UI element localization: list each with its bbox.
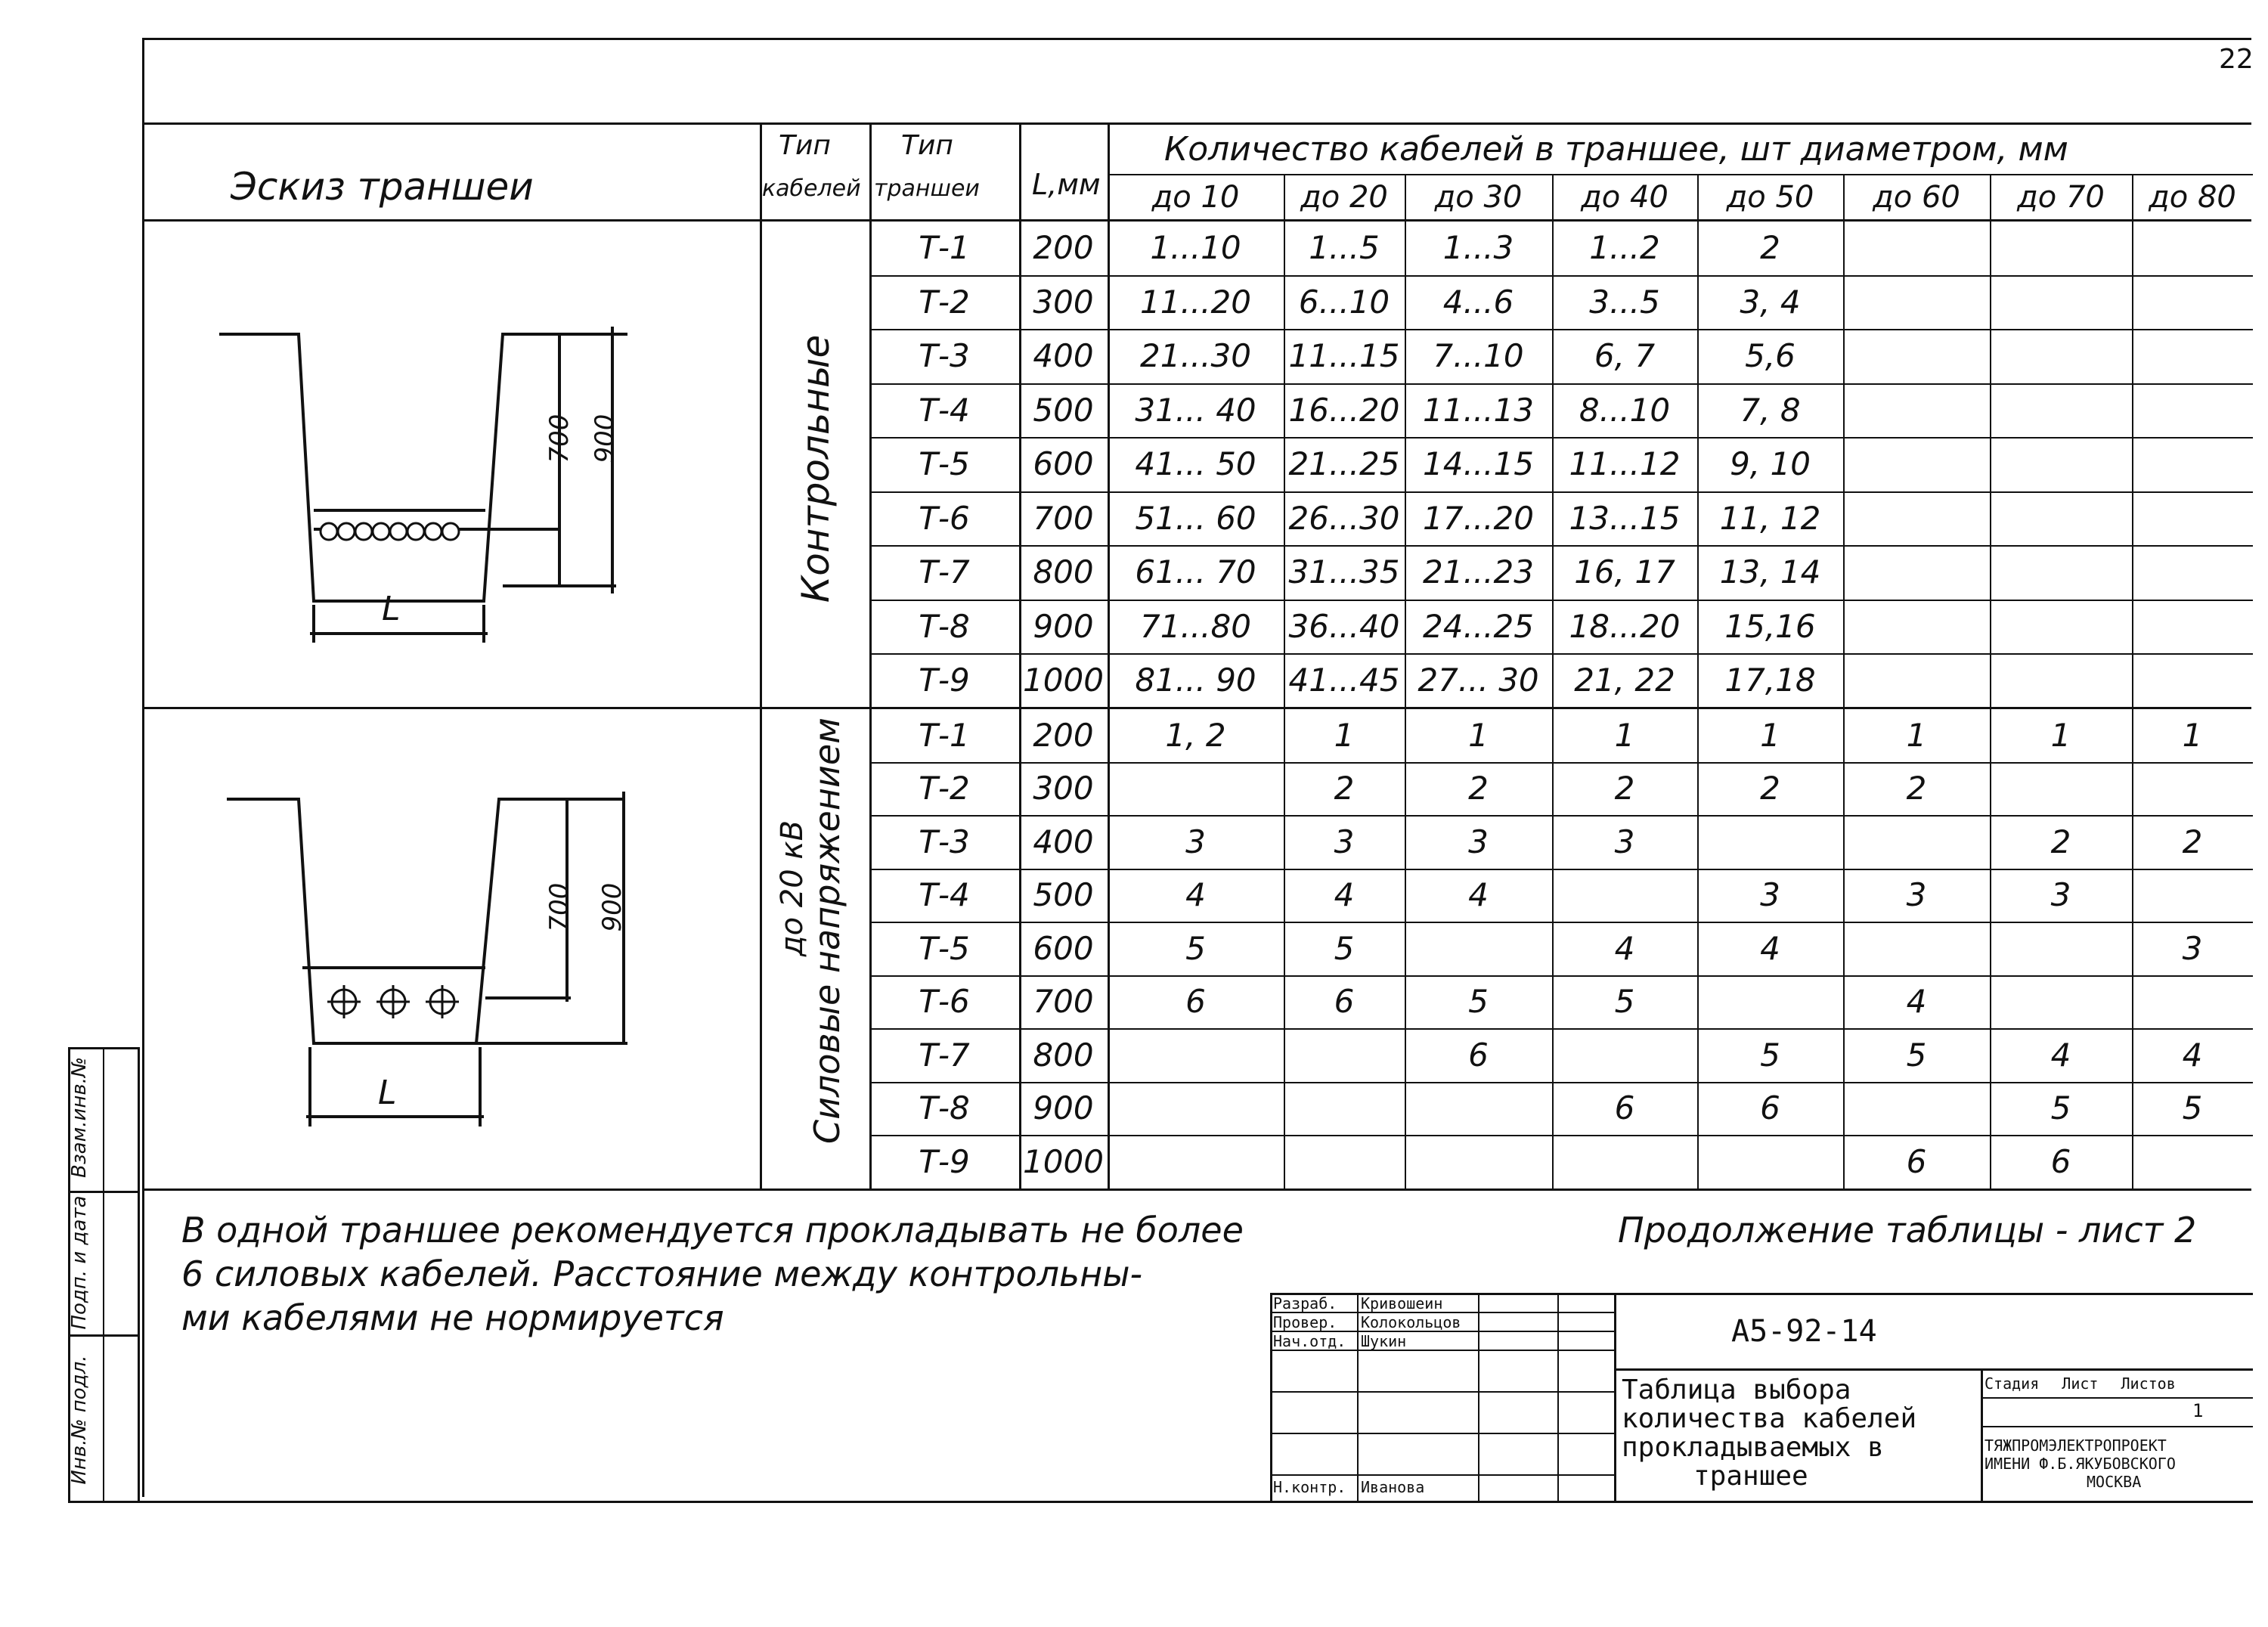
quantity-cell: 4...6: [1442, 283, 1514, 321]
quantity-cell: 1: [1906, 716, 1927, 754]
tb-title-2: количества кабелей: [1622, 1403, 1917, 1434]
quantity-cell: [2132, 762, 2253, 816]
trench-type-cell: Т-5: [919, 929, 970, 967]
length-cell: 900: [1033, 607, 1094, 645]
tb-name-1: Кривошеин: [1361, 1294, 1443, 1312]
quantity-cell: [1552, 1028, 1697, 1082]
quantity-cell: 3, 4: [1740, 283, 1801, 321]
quantity-cell: 5: [1760, 1036, 1780, 1074]
sketch1-dim-900: 900: [590, 414, 620, 463]
quantity-cell: 6: [1185, 983, 1206, 1021]
quantity-cell: 4: [1468, 876, 1489, 914]
length-cell: 800: [1033, 553, 1094, 591]
quantity-cell: 27... 30: [1418, 662, 1539, 699]
quantity-cell: 1...3: [1442, 229, 1514, 267]
tb-role-3: Нач.отд.: [1273, 1332, 1346, 1350]
quantity-cell: 1: [1614, 716, 1635, 754]
quantity-cell: [1990, 600, 2132, 654]
tb-title-3: прокладываемых в: [1622, 1432, 1884, 1463]
length-cell: 200: [1033, 229, 1094, 267]
quantity-cell: 5: [1614, 983, 1635, 1021]
quantity-cell: [1108, 1028, 1284, 1082]
quantity-cell: [1843, 815, 1990, 869]
quantity-cell: 51... 60: [1135, 499, 1256, 537]
table-bottom: [142, 1188, 2251, 1191]
quantity-cell: [1990, 922, 2132, 975]
quantity-cell: 6: [1334, 983, 1355, 1021]
quantity-cell: [2132, 383, 2253, 438]
quantity-cell: 71...80: [1140, 607, 1251, 645]
quantity-cell: 5: [2050, 1089, 2071, 1127]
group-label-power-1: Силовые напряжением: [807, 717, 847, 1144]
quantity-cell: 6, 7: [1594, 337, 1656, 375]
length-cell: 700: [1033, 983, 1094, 1021]
quantity-cell: [1990, 437, 2132, 491]
quantity-cell: 4: [1906, 983, 1927, 1021]
quantity-cell: [1405, 1135, 1552, 1188]
quantity-cell: 11...15: [1288, 337, 1400, 375]
tb-role-6: Н.контр.: [1273, 1478, 1346, 1496]
quantity-cell: [1405, 922, 1552, 975]
tb-name-3: Шукин: [1361, 1332, 1407, 1350]
quantity-cell: 21...23: [1423, 553, 1534, 591]
length-cell: 400: [1033, 337, 1094, 375]
quantity-cell: [1697, 1135, 1843, 1188]
tb-role-2: Провер.: [1273, 1313, 1337, 1331]
quantity-cell: 2: [2050, 823, 2071, 860]
quantity-cell: 3: [1614, 823, 1635, 860]
quantity-cell: 7, 8: [1740, 391, 1801, 429]
quantity-cell: [1990, 975, 2132, 1029]
trench-type-cell: Т-7: [919, 1036, 970, 1074]
page-number: 22: [2219, 44, 2254, 75]
quantity-cell: 4: [1760, 929, 1780, 967]
length-cell: 1000: [1023, 662, 1104, 699]
quantity-cell: 6...10: [1298, 283, 1390, 321]
tb-code: А5-92-14: [1731, 1314, 1877, 1349]
quantity-cell: 3: [1334, 823, 1355, 860]
quantity-cell: [1990, 762, 2132, 816]
quantity-cell: [2132, 221, 2253, 275]
quantity-cell: 31...35: [1288, 553, 1400, 591]
quantity-cell: [1552, 1135, 1697, 1188]
quantity-cell: [1843, 491, 1990, 546]
trench-type-cell: Т-9: [919, 1142, 970, 1180]
quantity-cell: 5: [2182, 1089, 2203, 1127]
length-label: L,мм: [1032, 168, 1101, 201]
sketch2-dim-900: 900: [597, 882, 627, 932]
quantity-cell: 5: [1334, 929, 1355, 967]
quantity-cell: 6: [1614, 1089, 1635, 1127]
quantity-cell: 17...20: [1423, 499, 1534, 537]
trench-type-cell: Т-4: [919, 391, 970, 429]
diameter-header: до 60: [1873, 180, 1960, 215]
length-cell: 500: [1033, 391, 1094, 429]
length-cell: 600: [1033, 445, 1094, 483]
side-strip-div1: [68, 1191, 140, 1193]
quantity-cell: [1843, 437, 1990, 491]
quantity-cell: 16, 17: [1574, 553, 1675, 591]
diameter-header: до 50: [1726, 180, 1814, 215]
diameter-header: до 40: [1581, 180, 1668, 215]
quantity-cell: 36...40: [1288, 607, 1400, 645]
quantity-cell: [2132, 491, 2253, 546]
note-line-1: В одной траншее рекомендуется прокладывать не более: [181, 1210, 1244, 1250]
table-top: [142, 122, 2251, 125]
trench-type-label-1: Тип: [901, 130, 953, 161]
quantity-cell: [1843, 383, 1990, 438]
quantity-cell: 4: [2050, 1036, 2071, 1074]
sketch1-dim-L: L: [382, 590, 401, 628]
quantity-cell: [2132, 869, 2253, 922]
quantity-cell: 1: [1334, 716, 1355, 754]
quantity-cell: 3: [2182, 929, 2203, 967]
side-strip-mid: [103, 1047, 104, 1501]
sketch2-dim-700: 700: [544, 882, 575, 932]
tb-stage-header: [1984, 1374, 2176, 1393]
quantity-cell: 81... 90: [1135, 662, 1256, 699]
quantity-cell: [2132, 545, 2253, 600]
quantity-cell: [1284, 1082, 1405, 1136]
continuation-note: Продолжение таблицы - лист 2: [1618, 1210, 2197, 1250]
quantity-cell: 3: [1185, 823, 1206, 860]
quantity-cell: 24...25: [1423, 607, 1534, 645]
tb-title-1: Таблица выбора: [1622, 1374, 1851, 1405]
length-cell: 1000: [1023, 1142, 1104, 1180]
tb-org-3: МОСКВА: [2087, 1473, 2142, 1491]
quantity-cell: 18...20: [1569, 607, 1681, 645]
tb-title-4: траншее: [1693, 1461, 1808, 1492]
diameter-header: до 30: [1434, 180, 1523, 215]
quantity-cell: 1, 2: [1165, 716, 1226, 754]
quantity-cell: [2132, 275, 2253, 330]
side-label-replace: Взам.инв.№: [68, 1057, 91, 1178]
quantity-cell: [1843, 221, 1990, 275]
quantity-cell: 1: [1468, 716, 1489, 754]
quantity-cell: 3: [1760, 876, 1780, 914]
quantity-cell: 15,16: [1724, 607, 1816, 645]
frame-top: [142, 38, 2251, 40]
quantity-cell: [1990, 383, 2132, 438]
quantity-cell: 21...30: [1140, 337, 1251, 375]
trench-type-cell: Т-2: [919, 770, 970, 807]
quantity-cell: 4: [2182, 1036, 2203, 1074]
quantity-cell: 3: [1906, 876, 1927, 914]
trench-type-cell: Т-1: [919, 229, 970, 267]
quantity-cell: 1...10: [1150, 229, 1241, 267]
quantity-cell: 17,18: [1724, 662, 1816, 699]
quantity-cell: 41... 50: [1135, 445, 1256, 483]
cable-type-label-2: кабелей: [762, 175, 861, 202]
tb-role-1: Разраб.: [1273, 1294, 1337, 1312]
quantity-cell: 41...45: [1288, 662, 1400, 699]
quantity-cell: 61... 70: [1135, 553, 1256, 591]
quantity-cell: [1843, 1082, 1990, 1136]
quantity-cell: [1990, 329, 2132, 383]
quantity-cell: [1990, 275, 2132, 330]
length-cell: 300: [1033, 770, 1094, 807]
quantity-cell: 21...25: [1288, 445, 1400, 483]
quantity-cell: 11...13: [1423, 391, 1534, 429]
quantity-cell: 2: [1906, 770, 1927, 807]
quantity-cell: [1843, 275, 1990, 330]
trench-type-cell: Т-8: [919, 607, 970, 645]
tb-sheet-number: 1: [2192, 1400, 2204, 1421]
trench-type-cell: Т-7: [919, 553, 970, 591]
length-cell: 300: [1033, 283, 1094, 321]
quantity-cell: [1843, 329, 1990, 383]
quantity-cell: 1: [1760, 716, 1780, 754]
sketch1-dim-700: 700: [544, 414, 575, 463]
side-strip-div2: [68, 1334, 140, 1337]
sketch-label: Эскиз траншеи: [231, 165, 534, 209]
cable-type-label-1: Тип: [779, 130, 831, 161]
trench-type-cell: Т-9: [919, 662, 970, 699]
quantity-cell: 26...30: [1288, 499, 1400, 537]
quantity-cell: 14...15: [1423, 445, 1534, 483]
quantity-cell: 3...5: [1589, 283, 1660, 321]
trench-sketch-control: [212, 318, 680, 658]
group-label-control: Контрольные: [794, 334, 838, 603]
quantity-cell: 11, 12: [1719, 499, 1821, 537]
tb-sheets-label: Листов: [2121, 1374, 2176, 1393]
trench-type-cell: Т-2: [919, 283, 970, 321]
trench-type-cell: Т-3: [919, 337, 970, 375]
quantity-cell: [1990, 221, 2132, 275]
trench-type-cell: Т-5: [919, 445, 970, 483]
trench-type-cell: Т-6: [919, 499, 970, 537]
length-cell: 800: [1033, 1036, 1094, 1074]
quantity-cell: [1843, 545, 1990, 600]
tb-org-2: ИМЕНИ Ф.Б.ЯКУБОВСКОГО: [1984, 1455, 2176, 1473]
diameter-header: до 10: [1151, 180, 1240, 215]
quantity-cell: [2132, 329, 2253, 383]
col-line-type: [760, 122, 762, 1191]
length-cell: 700: [1033, 499, 1094, 537]
quantity-cell: 11...20: [1140, 283, 1251, 321]
quantity-cell: [1697, 815, 1843, 869]
quantity-cell: 9, 10: [1730, 445, 1811, 483]
length-cell: 900: [1033, 1089, 1094, 1127]
tb-name-6: Иванова: [1361, 1478, 1425, 1496]
length-cell: 500: [1033, 876, 1094, 914]
quantity-cell: 5: [1185, 929, 1206, 967]
diameter-header: до 80: [2149, 180, 2236, 215]
quantity-cell: 1: [2050, 716, 2071, 754]
quantity-cell: 4: [1614, 929, 1635, 967]
trench-type-cell: Т-6: [919, 983, 970, 1021]
quantity-cell: 8...10: [1579, 391, 1671, 429]
quantity-cell: 31... 40: [1135, 391, 1256, 429]
quantity-cell: [1552, 869, 1697, 922]
quantity-cell: [1990, 545, 2132, 600]
quantity-cell: 5: [1468, 983, 1489, 1021]
quantity-cell: 6: [1760, 1089, 1780, 1127]
trench-type-cell: Т-8: [919, 1089, 970, 1127]
quantity-cell: 3: [1468, 823, 1489, 860]
quantity-cell: 16...20: [1288, 391, 1400, 429]
tb-stage-label: Стадия: [1984, 1374, 2040, 1393]
trench-sketch-power: [212, 783, 680, 1138]
trench-type-cell: Т-3: [919, 823, 970, 860]
quantity-cell: [2132, 437, 2253, 491]
trench-type-label-2: траншеи: [874, 175, 980, 202]
diameter-header: до 20: [1300, 180, 1388, 215]
quantity-cell: 6: [1468, 1036, 1489, 1074]
trench-type-cell: Т-1: [919, 716, 970, 754]
quantity-cell: 11...12: [1569, 445, 1681, 483]
tb-name-2: Колокольцов: [1361, 1313, 1461, 1331]
group-label-power-2: до 20 кВ: [775, 820, 810, 957]
quantity-cell: [2132, 600, 2253, 654]
sketch2-dim-L: L: [378, 1074, 397, 1112]
quantity-cell: 2: [1760, 229, 1780, 267]
length-cell: 200: [1033, 716, 1094, 754]
frame-bottom: [68, 1501, 2253, 1503]
quantity-cell: [2132, 653, 2253, 708]
side-strip-right: [138, 1047, 140, 1501]
quantity-cell: 2: [1334, 770, 1355, 807]
quantity-cell: 1...2: [1589, 229, 1660, 267]
length-cell: 600: [1033, 929, 1094, 967]
quantity-label: Количество кабелей в траншее, шт диаметром, мм: [1164, 130, 2068, 169]
quantity-cell: 4: [1334, 876, 1355, 914]
quantity-cell: [1108, 1082, 1284, 1136]
quantity-cell: 5,6: [1745, 337, 1796, 375]
frame-left: [142, 38, 144, 1497]
quantity-cell: 2: [1468, 770, 1489, 807]
quantity-cell: [1108, 762, 1284, 816]
quantity-cell: 7...10: [1433, 337, 1524, 375]
quantity-cell: [1843, 922, 1990, 975]
length-cell: 400: [1033, 823, 1094, 860]
note-line-3: ми кабелями не нормируется: [181, 1297, 724, 1338]
quantity-cell: 3: [2050, 876, 2071, 914]
quantity-cell: [1697, 975, 1843, 1029]
quantity-cell: 13...15: [1569, 499, 1681, 537]
quantity-cell: [1843, 600, 1990, 654]
quantity-cell: [1990, 491, 2132, 546]
quantity-cell: 4: [1185, 876, 1206, 914]
quantity-cell: 6: [2050, 1142, 2071, 1180]
quantity-cell: 2: [1614, 770, 1635, 807]
quantity-cell: 1...5: [1309, 229, 1380, 267]
quantity-cell: 6: [1906, 1142, 1927, 1180]
diameter-header: до 70: [2017, 180, 2105, 215]
quantity-cell: 2: [2182, 823, 2203, 860]
quantity-cell: [1284, 1135, 1405, 1188]
quantity-cell: [1284, 1028, 1405, 1082]
quantity-cell: 5: [1906, 1036, 1927, 1074]
quantity-cell: [2132, 1135, 2253, 1188]
quantity-cell: [1405, 1082, 1552, 1136]
quantity-cell: 2: [1760, 770, 1780, 807]
quantity-cell: [1843, 653, 1990, 708]
note-line-2: 6 силовых кабелей. Расстояние между контрольны-: [181, 1254, 1143, 1294]
trench-type-cell: Т-4: [919, 876, 970, 914]
quantity-cell: [1108, 1135, 1284, 1188]
quantity-cell: [1990, 653, 2132, 708]
tb-org-1: ТЯЖПРОМЭЛЕКТРОПРОЕКТ: [1984, 1436, 2167, 1455]
quantity-cell: 1: [2182, 716, 2203, 754]
tb-sheet-label: Лист: [2062, 1374, 2099, 1393]
quantity-cell: 21, 22: [1574, 662, 1675, 699]
side-label-inventory: Инв.№ подл.: [68, 1355, 91, 1485]
side-label-signature: Подп. и дата: [68, 1195, 91, 1330]
quantity-cell: 13, 14: [1719, 553, 1821, 591]
quantity-cell: [2132, 975, 2253, 1029]
